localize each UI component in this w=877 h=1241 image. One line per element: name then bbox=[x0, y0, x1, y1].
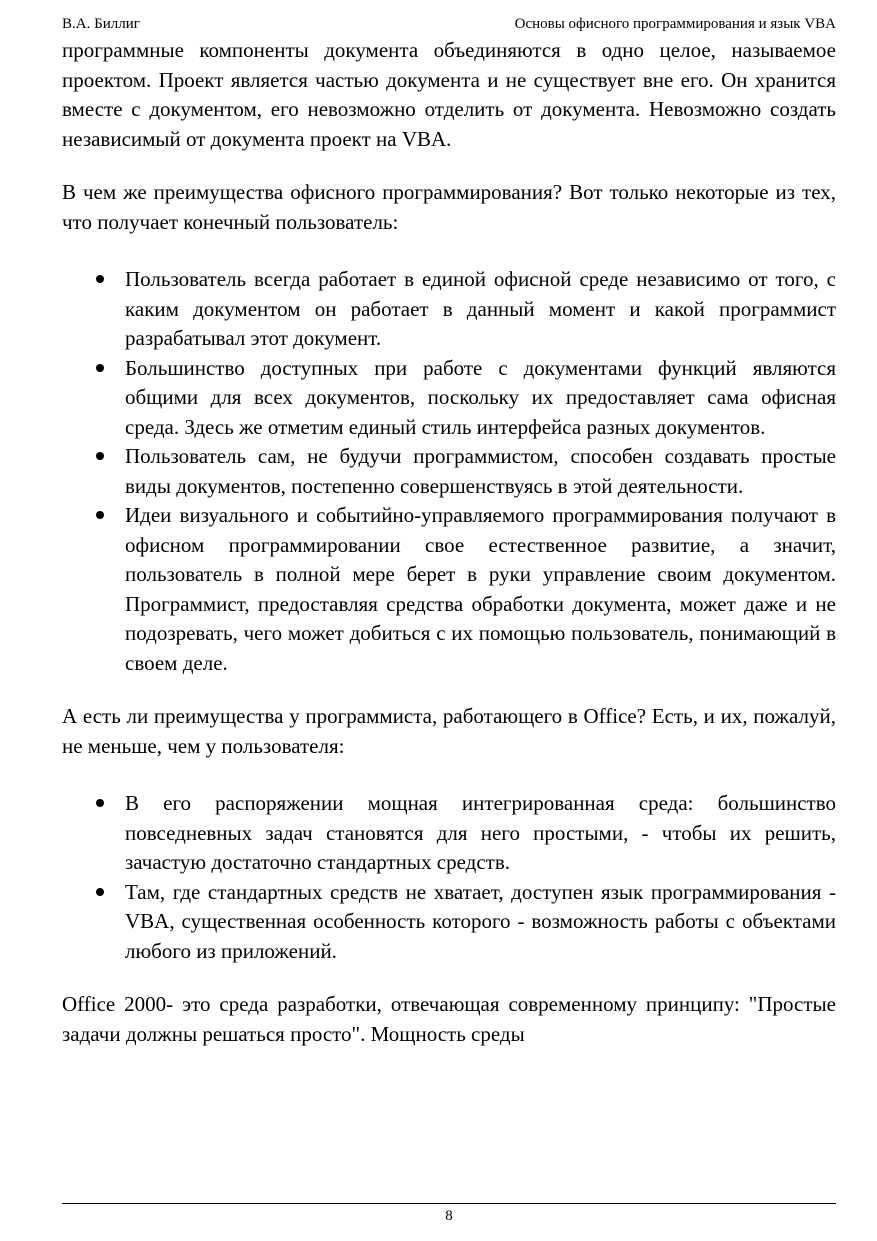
paragraph-user-benefits-intro: В чем же преимущества офисного программирования? Вот только некоторые из тех, что получает конечный пользователь: bbox=[62, 180, 836, 234]
footer-divider bbox=[62, 1203, 836, 1204]
list-item bbox=[62, 789, 836, 878]
list-item bbox=[62, 265, 836, 354]
header-author: В.А. Биллиг bbox=[62, 16, 140, 32]
bullet-icon bbox=[95, 798, 105, 808]
running-header bbox=[62, 14, 836, 34]
programmer-benefits-list bbox=[62, 789, 836, 966]
paragraph-office-2000: Office 2000- это среда разработки, отвечающая современному принципу: "Простые задачи должны решаться просто". Мощность среды bbox=[62, 992, 836, 1046]
list-item bbox=[62, 442, 836, 501]
bullet-icon bbox=[95, 510, 105, 520]
list-item bbox=[62, 501, 836, 678]
bullet-icon bbox=[95, 451, 105, 461]
list-item-text: Там, где стандартных средств не хватает, доступен язык программирования - VBA, существенная особенность которого - возможность работы с объектами любого из приложений. bbox=[125, 879, 836, 963]
page-body bbox=[62, 36, 836, 1049]
list-item bbox=[62, 878, 836, 967]
list-item-text: Большинство доступных при работе с документами функций являются общими для всех документов, поскольку их предоставляет сама офисная среда. Здесь же отметим единый стиль интерфейса разных документов. bbox=[125, 355, 836, 439]
list-item bbox=[62, 354, 836, 443]
bullet-icon bbox=[95, 363, 105, 373]
document-page bbox=[62, 0, 836, 1241]
page-number: 8 bbox=[445, 1208, 453, 1224]
bullet-icon bbox=[95, 274, 105, 284]
header-book-title: Основы офисного программирования и язык VBA bbox=[514, 16, 836, 32]
list-item-text: В его распоряжении мощная интегрированная среда: большинство повседневных задач становятся для него простыми, - чтобы их решить, зачастую достаточно стандартных средств. bbox=[125, 791, 836, 874]
bullet-icon bbox=[95, 887, 105, 897]
paragraph-project: программные компоненты документа объединяются в одно целое, называемое проектом. Проект является частью документа и не существует вне его. Он хранится вместе с документом, его невозможно отделить от документа. Невозможно создать независимый от документа проект на VBA. bbox=[62, 38, 836, 151]
user-benefits-list bbox=[62, 265, 836, 678]
list-item-text: Пользователь всегда работает в единой офисной среде независимо от того, с каким документом он работает в данный момент и какой программист разрабатывал этот документ. bbox=[125, 267, 836, 350]
paragraph-programmer-benefits-intro: А есть ли преимущества у программиста, работающего в Office? Есть, и их, пожалуй, не меньше, чем у пользователя: bbox=[62, 704, 836, 758]
list-item-text: Пользователь сам, не будучи программистом, способен создавать простые виды документов, постепенно совершенствуясь в этой деятельности. bbox=[125, 444, 836, 498]
list-item-text: Идеи визуального и событийно-управляемого программирования получают в офисном программировании свое естественное развитие, а значит, пользователь в полной мере берет в руки управление своим документом. Программист, предоставляя средства обработки документа, может даже и не подозревать, чего может добиться с их помощью пользователь, понимающий в своем деле. bbox=[125, 503, 836, 675]
